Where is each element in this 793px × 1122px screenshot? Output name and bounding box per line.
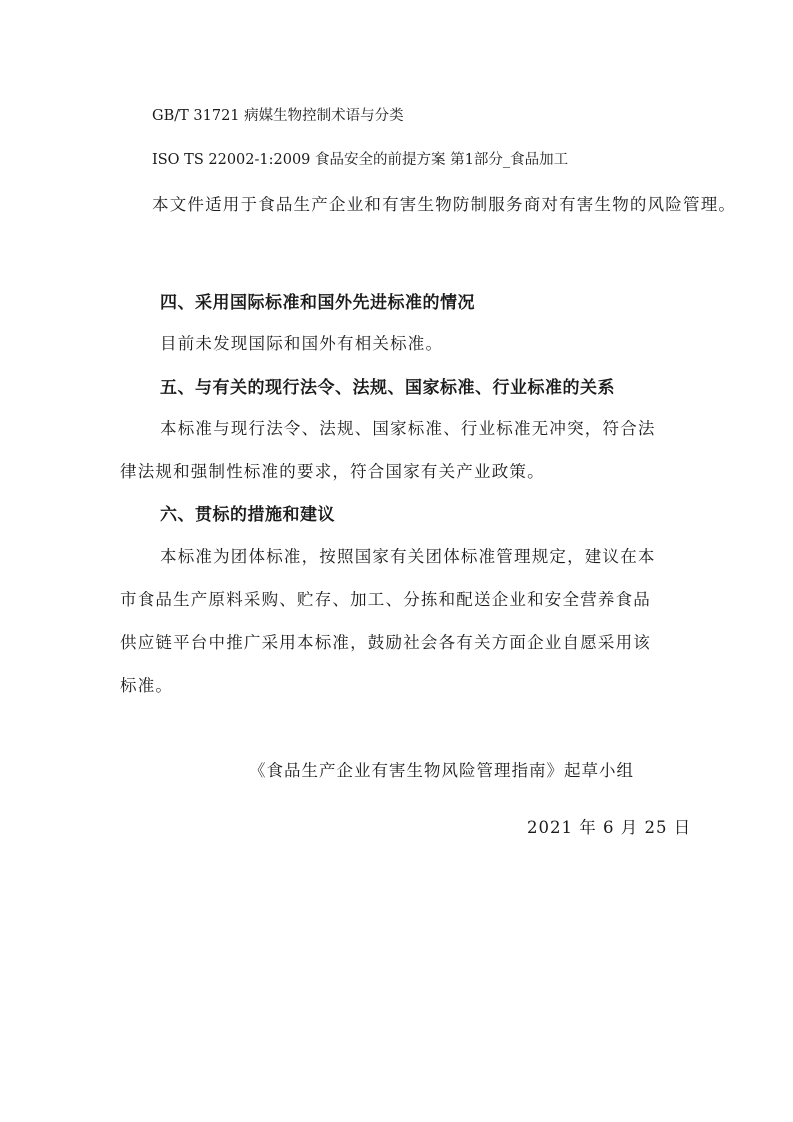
section4-heading: 四、采用国际标准和国外先进标准的情况	[160, 293, 475, 313]
section6-line-4: 标准。	[120, 676, 174, 695]
section5-line-2: 律法规和强制性标准的要求，符合国家有关产业政策。	[120, 462, 545, 481]
reference-iso-22002: ISO TS 22002-1:2009 食品安全的前提方案 第1部分_食品加工	[152, 152, 569, 168]
document-date: 2021 年 6 月 25 日	[527, 818, 692, 837]
section6-line-1: 本标准为团体标准，按照国家有关团体标准管理规定，建议在本	[160, 547, 656, 566]
section6-heading: 六、贯标的措施和建议	[160, 505, 335, 525]
section5-heading: 五、与有关的现行法令、法规、国家标准、行业标准的关系	[160, 378, 615, 398]
scope-statement: 本文件适用于食品生产企业和有害生物防制服务商对有害生物的风险管理。	[152, 195, 737, 214]
section5-line-1: 本标准与现行法令、法规、国家标准、行业标准无冲突，符合法	[160, 419, 656, 438]
section4-body: 目前未发现国际和国外有相关标准。	[160, 334, 444, 353]
section6-line-3: 供应链平台中推广采用本标准，鼓励社会各有关方面企业自愿采用该	[120, 633, 651, 652]
section6-line-2: 市食品生产原料采购、贮存、加工、分拣和配送企业和安全营养食品	[120, 590, 651, 609]
reference-gbt-31721: GB/T 31721 病媒生物控制术语与分类	[152, 108, 404, 124]
drafting-group-signature: 《食品生产企业有害生物风险管理指南》起草小组	[249, 761, 634, 780]
